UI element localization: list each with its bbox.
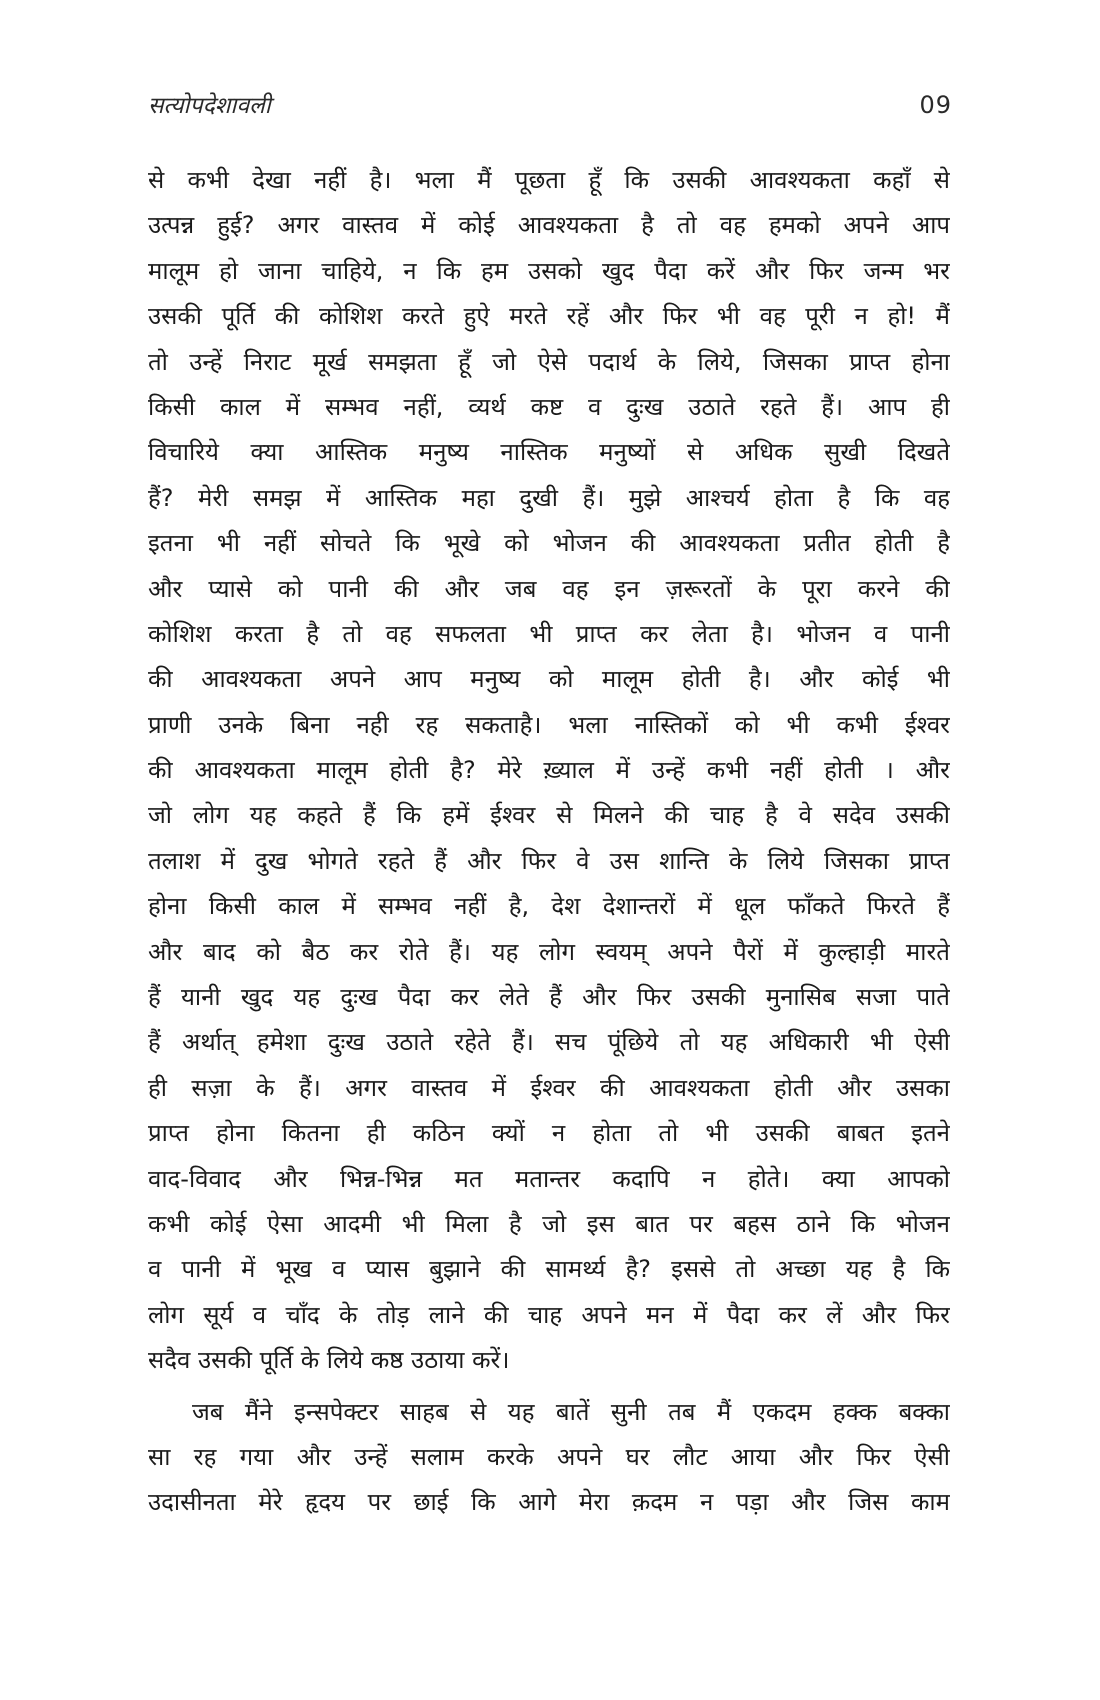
text-line: किसी काल में सम्भव नहीं, व्यर्थ कष्ट व दुःख उठाते रहते हैं। आप ही [148,392,950,421]
text-line: प्राप्त होना कितना ही कठिन क्यों न होता तो भी उसकी बाबत इतने [148,1119,950,1148]
paragraph-2 [148,1390,950,1526]
text-line: तो उन्हें निराट मूर्ख समझता हूँ जो ऐसे पदार्थ के लिये, जिसका प्राप्त होना [148,347,950,376]
text-line: प्राणी उनके बिना नही रह सकताहै। भला नास्तिकों को भी कभी ईश्वर [148,710,950,739]
text-line: जो लोग यह कहते हैं कि हमें ईश्वर से मिलने की चाह है वे सदेव उसकी [148,801,950,830]
page-number: 09 [919,91,952,119]
body-text [148,158,950,1526]
text-line: इतना भी नहीं सोचते कि भूखे को भोजन की आवश्यकता प्रतीत होती है [148,529,950,558]
text-line: व पानी में भूख व प्यास बुझाने की सामर्थ्य है? इससे तो अच्छा यह है कि [148,1255,950,1284]
text-line: वाद-विवाद और भिन्न-भिन्न मत मतान्तर कदापि न होते। क्या आपको [148,1164,950,1193]
text-line: हैं? मेरी समझ में आस्तिक महा दुखी हैं। मुझे आश्चर्य होता है कि वह [148,483,950,512]
running-header [148,88,952,128]
text-line: हैं यानी खुद यह दुःख पैदा कर लेते हैं और फिर उसकी मुनासिब सजा पाते [148,983,950,1012]
text-line: होना किसी काल में सम्भव नहीं है, देश देशान्तरों में धूल फाँकते फिरते हैं [148,892,950,921]
text-line: से कभी देखा नहीं है। भला मैं पूछता हूँ कि उसकी आवश्यकता कहाँ से [148,166,950,194]
text-line: सा रह गया और उन्हें सलाम करके अपने घर लौट आया और फिर ऐसी [148,1442,950,1471]
text-line: जब मैंने इन्सपेक्टर साहब से यह बातें सुनी तब मैं एकदम हक्क बक्का [192,1397,950,1426]
text-line: सदैव उसकी पूर्ति के लिये कष्ठ उठाया करें। [148,1346,510,1375]
text-line: तलाश में दुख भोगते रहते हैं और फिर वे उस शान्ति के लिये जिसका प्राप्त [148,846,950,875]
text-line: लोग सूर्य व चाँद के तोड़ लाने की चाह अपने मन में पैदा कर लें और फिर [148,1300,950,1329]
text-line: मालूम हो जाना चाहिये, न कि हम उसको खुद पैदा करें और फिर जन्म भर [148,256,950,285]
text-line: उसकी पूर्ति की कोशिश करते हुऐ मरते रहें और फिर भी वह पूरी न हो! मैं [148,302,950,331]
text-line: की आवश्यकता मालूम होती है? मेरे ख़्याल में उन्हें कभी नहीं होती । और [148,756,950,785]
text-line: कभी कोई ऐसा आदमी भी मिला है जो इस बात पर बहस ठाने कि भोजन [148,1209,950,1238]
text-line: ही सज़ा के हैं। अगर वास्तव में ईश्वर की आवश्यकता होती और उसका [148,1073,950,1102]
text-line: और बाद को बैठ कर रोते हैं। यह लोग स्वयम् अपने पैरों में कुल्हाड़ी मारते [148,937,950,966]
book-title: सत्योपदेशावली [148,93,271,119]
text-line: कोशिश करता है तो वह सफलता भी प्राप्त कर लेता है। भोजन व पानी [148,619,950,648]
text-line: उत्पन्न हुई? अगर वास्तव में कोई आवश्यकता है तो वह हमको अपने आप [148,211,950,240]
text-line: उदासीनता मेरे हृदय पर छाई कि आगे मेरा क़दम न पड़ा और जिस काम [148,1488,950,1517]
text-line: की आवश्यकता अपने आप मनुष्य को मालूम होती है। और कोई भी [148,665,950,694]
text-line: हैं अर्थात् हमेशा दुःख उठाते रहेते हैं। सच पूंछिये तो यह अधिकारी भी ऐसी [148,1028,950,1057]
paragraph-1 [148,158,950,1384]
text-line: और प्यासे को पानी की और जब वह इन ज़रूरतों के पूरा करने की [148,574,950,603]
text-line: विचारिये क्या आस्तिक मनुष्य नास्तिक मनुष्यों से अधिक सुखी दिखते [148,438,950,467]
